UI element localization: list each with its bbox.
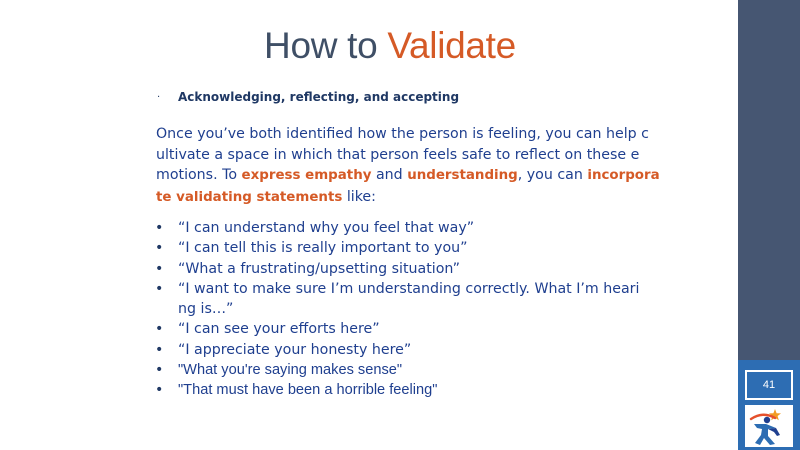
list-item xyxy=(155,218,645,238)
list-item xyxy=(155,319,645,339)
paragraph-line-4 xyxy=(156,187,640,209)
paragraph-line-1: Once you’ve both identified how the person is feeling, you can help c xyxy=(156,126,649,142)
statement-text: "That must have been a horrible feeling" xyxy=(178,382,438,399)
highlight-express-empathy: express empathy xyxy=(241,168,372,183)
statement-text: “I want to make sure I’m understanding correctly. What I’m heari xyxy=(178,280,640,297)
intro-paragraph xyxy=(156,124,660,208)
bullet-marker: • xyxy=(155,220,164,236)
highlight-understanding: understanding xyxy=(407,168,518,183)
bullet-marker: • xyxy=(155,382,164,399)
sub-bullet-marker: · xyxy=(157,92,161,103)
statement-text: “I appreciate your honesty here” xyxy=(178,341,412,358)
statement-text: "What you're saying makes sense" xyxy=(178,362,403,379)
statement-text: “What a frustrating/upsetting situation” xyxy=(178,260,460,277)
list-item xyxy=(155,340,645,360)
para-text: , you can xyxy=(517,167,588,183)
para-text: like: xyxy=(342,188,376,205)
bullet-marker: • xyxy=(155,240,164,257)
highlight-incorporate-part2: te validating statements xyxy=(156,189,343,205)
bullet-marker: • xyxy=(155,362,164,379)
highlight-incorporate-part1: incorpora xyxy=(587,168,660,183)
person-star-logo-icon xyxy=(745,405,793,447)
statement-text: “I can see your efforts here” xyxy=(178,321,380,338)
bullet-marker: • xyxy=(155,321,164,338)
statement-text-continued: ng is…” xyxy=(178,301,234,318)
list-item xyxy=(155,380,645,400)
title-prefix: How to xyxy=(264,25,388,66)
page-number: 41 xyxy=(745,370,793,400)
bullet-marker: • xyxy=(155,341,164,358)
slide-title xyxy=(0,24,780,68)
bullet-marker: • xyxy=(155,260,164,277)
paragraph-line-2: ultivate a space in which that person feels safe to reflect on these e xyxy=(156,146,640,163)
list-item xyxy=(155,360,645,380)
statement-text: “I can understand why you feel that way” xyxy=(178,220,475,236)
paragraph-line-3 xyxy=(156,165,660,187)
list-item xyxy=(155,238,645,258)
title-accent: Validate xyxy=(387,25,516,66)
list-item xyxy=(155,279,645,320)
validating-statements-list xyxy=(155,218,645,401)
bullet-marker: • xyxy=(155,280,164,297)
list-item xyxy=(155,259,645,279)
statement-text: “I can tell this is really important to you” xyxy=(178,240,468,257)
para-text: motions. To xyxy=(156,167,242,183)
sub-bullet-text: Acknowledging, reflecting, and accepting xyxy=(178,90,460,104)
para-text: and xyxy=(371,167,408,183)
sub-bullet xyxy=(157,90,459,105)
